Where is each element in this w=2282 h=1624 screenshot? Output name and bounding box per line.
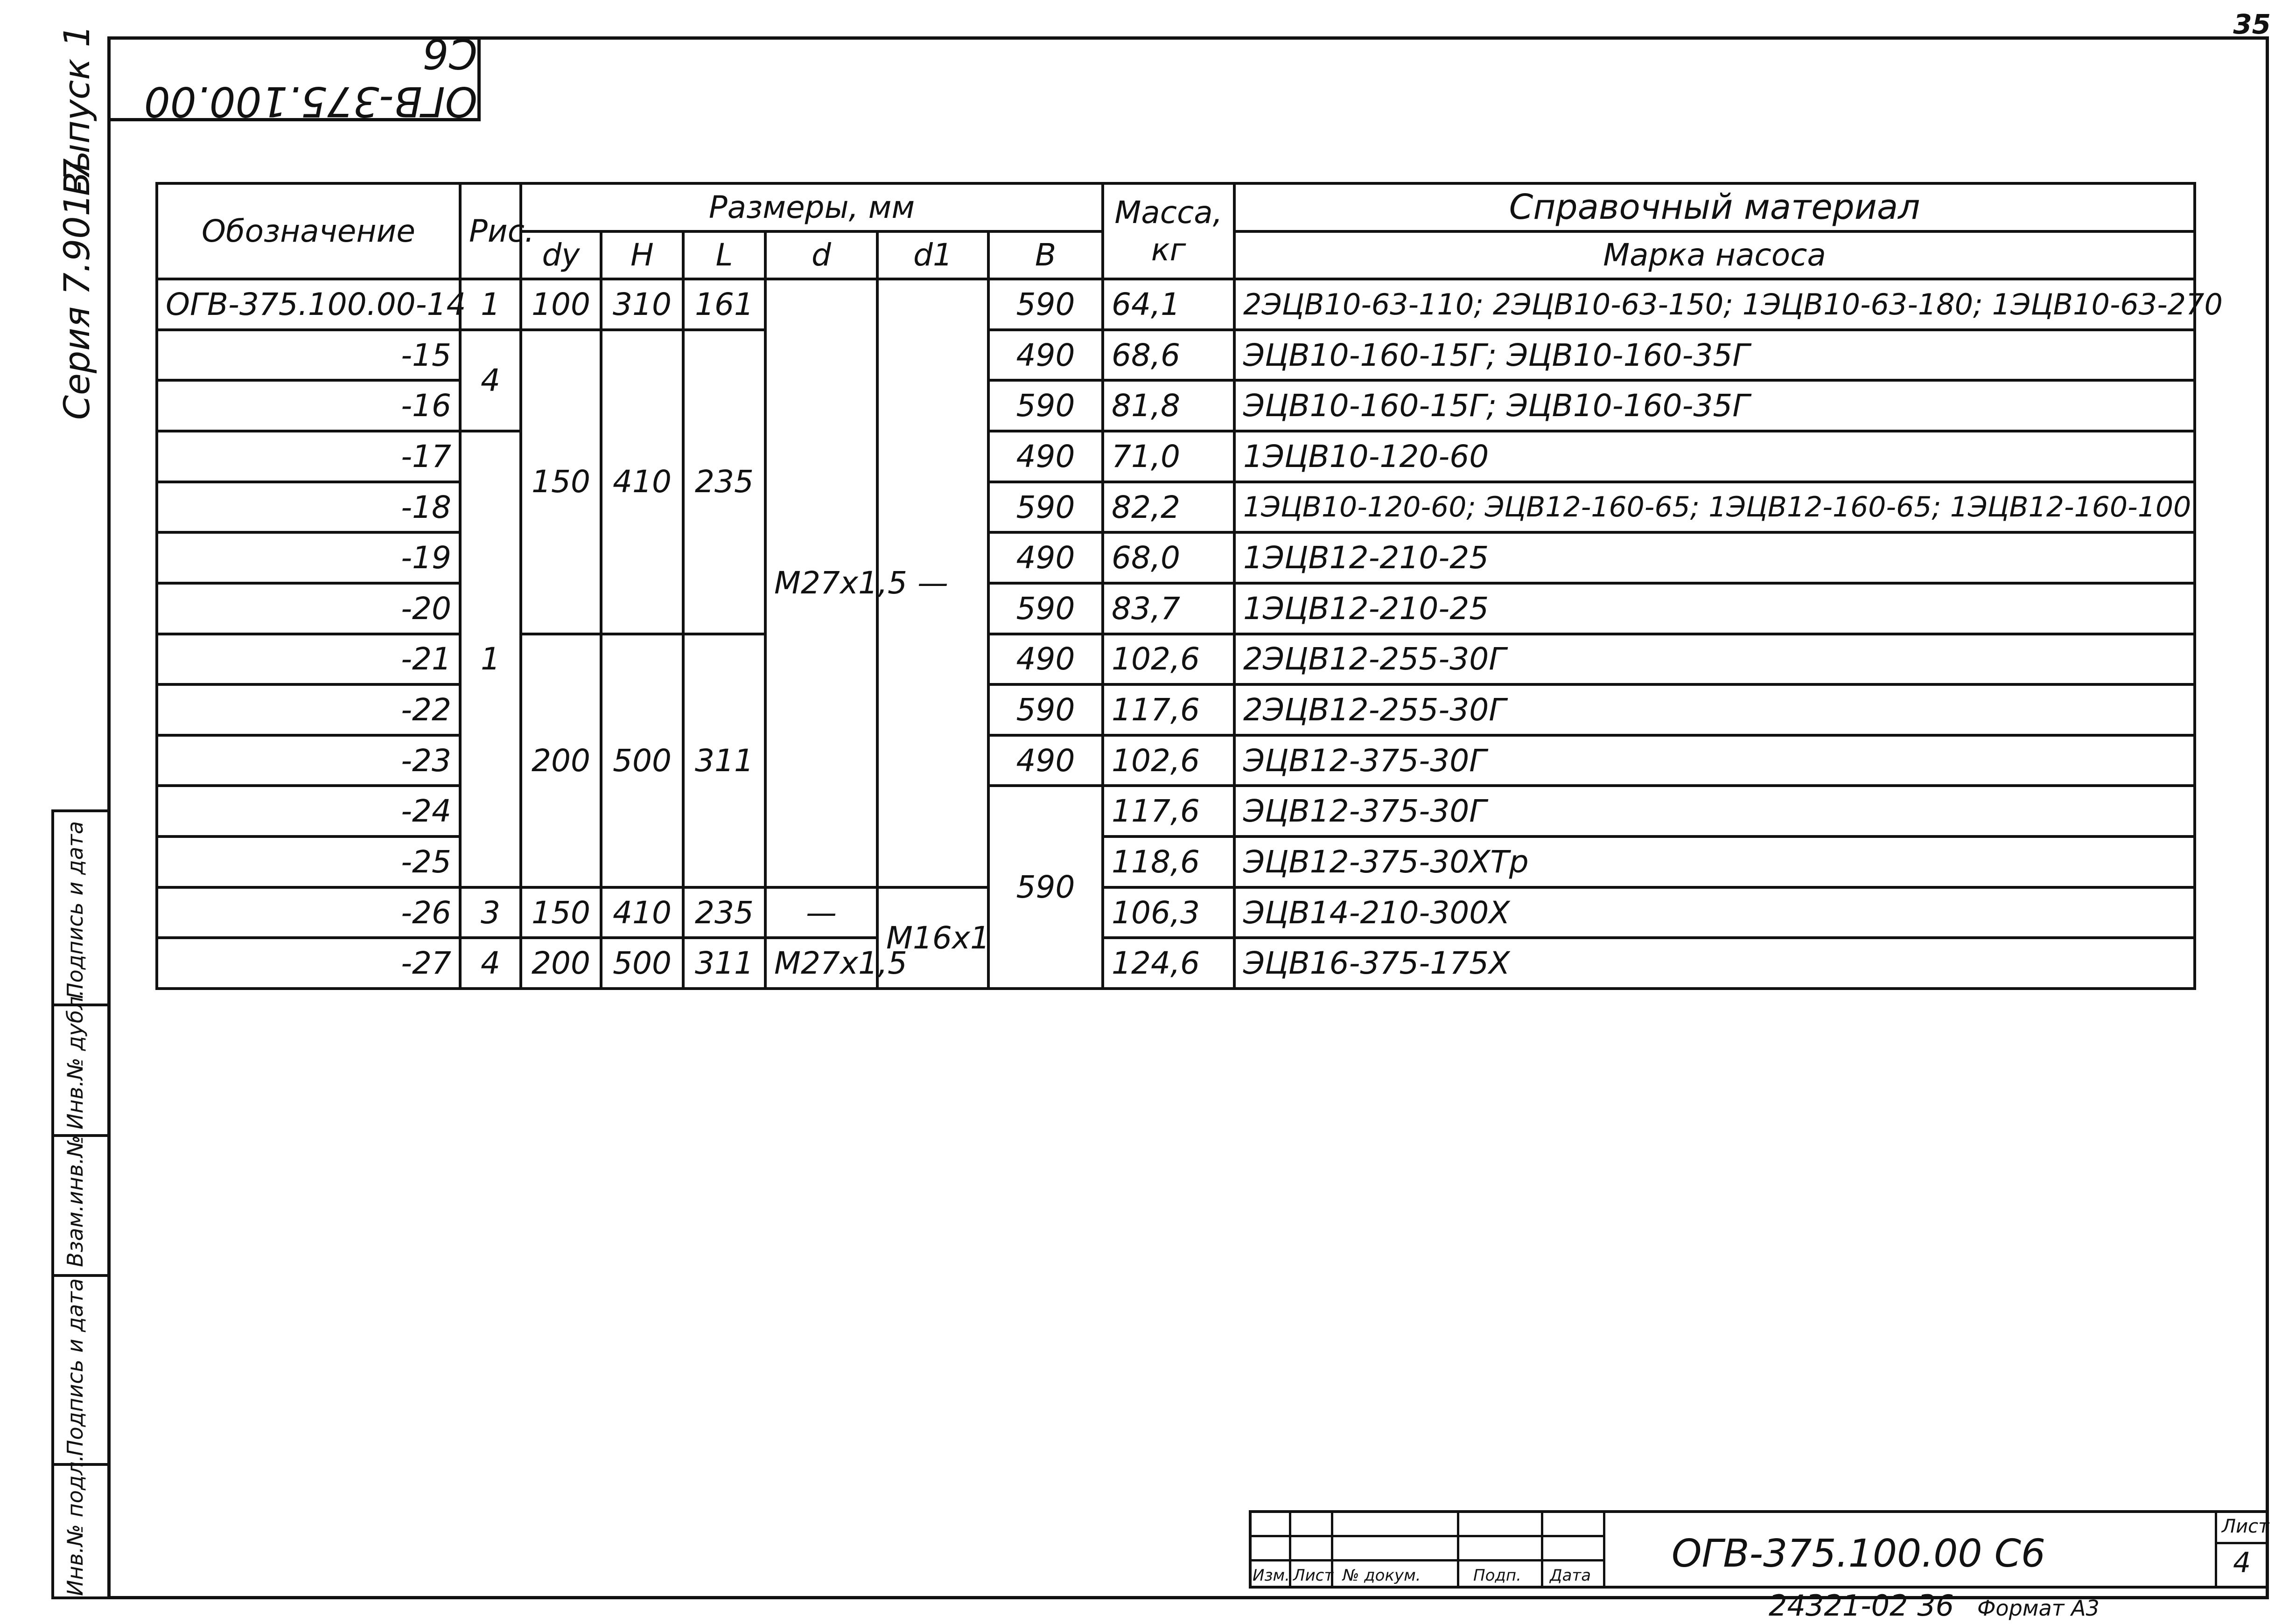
l-cell: 311: [683, 634, 765, 887]
dy-cell: 150: [521, 330, 601, 634]
row-designation: -27: [157, 938, 460, 989]
stamp-code: ОГВ-375.100.00 С6: [144, 29, 477, 125]
pump-cell: ЭЦВ12-375-30Г: [1234, 735, 2195, 786]
header-b: В: [988, 231, 1103, 279]
pump-cell: 2ЭЦВ12-255-30Г: [1234, 634, 2195, 685]
mass-cell: 82,2: [1103, 482, 1234, 533]
mass-cell: 106,3: [1103, 887, 1234, 938]
b-cell: 590: [988, 279, 1103, 330]
header-reference: Справочный материал: [1234, 183, 2195, 231]
pump-cell: ЭЦВ10-160-15Г; ЭЦВ10-160-35Г: [1234, 380, 2195, 431]
row-designation: -21: [157, 634, 460, 685]
header-designation: Обозначение: [157, 183, 460, 279]
spec-table: [155, 182, 2223, 990]
mass-cell: 68,6: [1103, 330, 1234, 381]
mass-cell: 68,0: [1103, 532, 1234, 583]
b-cell: 490: [988, 735, 1103, 786]
header-pump: Марка насоса: [1234, 231, 2195, 279]
l-cell: 311: [683, 938, 765, 989]
l-cell: 235: [683, 330, 765, 634]
pump-cell: 1ЭЦВ10-120-60; ЭЦВ12-160-65; 1ЭЦВ12-160-65; 1ЭЦВ12-160-100: [1234, 482, 2195, 533]
fig-cell: 4: [460, 938, 521, 989]
mass-cell: 117,6: [1103, 684, 1234, 735]
d1-cell: М16х1: [877, 887, 988, 989]
format-label: Формат А3: [1977, 1596, 2100, 1621]
side-label-sign-date-2: Подпись и дата: [63, 821, 88, 999]
tb-label-docnum: № докум.: [1343, 1566, 1421, 1585]
upside-down-stamp: [107, 29, 481, 125]
row-designation: -16: [157, 380, 460, 431]
b-cell: 490: [988, 634, 1103, 685]
pump-cell: 1ЭЦВ10-120-60: [1234, 431, 2195, 482]
row-designation: -20: [157, 583, 460, 634]
b-cell: 590: [988, 583, 1103, 634]
revision-grid: [1252, 1513, 1605, 1586]
fig-cell: 1: [460, 431, 521, 887]
d-cell: М27х1,5: [765, 938, 877, 989]
header-d1: d1: [877, 231, 988, 279]
pump-cell: ЭЦВ10-160-15Г; ЭЦВ10-160-35Г: [1234, 330, 2195, 381]
fig-cell: 1: [460, 279, 521, 330]
pump-cell: 2ЭЦВ10-63-110; 2ЭЦВ10-63-150; 1ЭЦВ10-63-180; 1ЭЦВ10-63-270: [1234, 279, 2195, 330]
h-cell: 500: [601, 634, 683, 887]
header-dimensions: Размеры, мм: [521, 183, 1103, 231]
row-designation: -26: [157, 887, 460, 938]
pump-cell: 2ЭЦВ12-255-30Г: [1234, 684, 2195, 735]
mass-cell: 102,6: [1103, 634, 1234, 685]
row-designation: -17: [157, 431, 460, 482]
side-label-inv-orig: Инв.№ подл.: [63, 1455, 88, 1596]
dy-cell: 200: [521, 634, 601, 887]
header-dy: dу: [521, 231, 601, 279]
b-cell: 590: [988, 380, 1103, 431]
mass-cell: 118,6: [1103, 836, 1234, 887]
row-designation: -15: [157, 330, 460, 381]
title-block: [1249, 1510, 2269, 1589]
series-label: Серия 7.901-7: [56, 158, 98, 420]
issue-label: Выпуск 1: [56, 24, 98, 196]
d-cell: М27х1,5: [765, 279, 877, 887]
dy-cell: 150: [521, 887, 601, 938]
dy-cell: 200: [521, 938, 601, 989]
row-designation: -22: [157, 684, 460, 735]
tb-label-date: Дата: [1550, 1566, 1591, 1585]
mass-cell: 124,6: [1103, 938, 1234, 989]
fig-cell: 3: [460, 887, 521, 938]
side-label-replace-inv: Взам.инв.№: [63, 1135, 88, 1267]
row-designation: ОГВ-375.100.00-14: [157, 279, 460, 330]
pump-cell: ЭЦВ14-210-300Х: [1234, 887, 2195, 938]
pump-cell: 1ЭЦВ12-210-25: [1234, 583, 2195, 634]
mass-cell: 117,6: [1103, 786, 1234, 836]
d1-cell: —: [877, 279, 988, 887]
pump-cell: ЭЦВ16-375-175Х: [1234, 938, 2195, 989]
l-cell: 161: [683, 279, 765, 330]
tb-label-sheet: Лист: [1293, 1566, 1334, 1585]
pump-cell: ЭЦВ12-375-30ХТр: [1234, 836, 2195, 887]
row-designation: -19: [157, 532, 460, 583]
side-signature-strip: [51, 809, 107, 1599]
h-cell: 410: [601, 887, 683, 938]
tb-label-sign: Подп.: [1473, 1566, 1521, 1585]
d-cell: —: [765, 887, 877, 938]
sheet-label: Лист: [2222, 1516, 2269, 1537]
sheet-number: 4: [2233, 1547, 2251, 1579]
row-designation: -24: [157, 786, 460, 836]
dy-cell: 100: [521, 279, 601, 330]
corner-sheet-number: 35: [2233, 8, 2271, 40]
b-cell: 490: [988, 431, 1103, 482]
mass-cell: 71,0: [1103, 431, 1234, 482]
h-cell: 500: [601, 938, 683, 989]
h-cell: 310: [601, 279, 683, 330]
h-cell: 410: [601, 330, 683, 634]
row-designation: -18: [157, 482, 460, 533]
mass-cell: 81,8: [1103, 380, 1234, 431]
mass-cell: 102,6: [1103, 735, 1234, 786]
b-cell: 590: [988, 684, 1103, 735]
b-cell: 490: [988, 330, 1103, 381]
header-mass: Масса, кг: [1103, 183, 1234, 279]
side-label-sign-date-1: Подпись и дата: [63, 1278, 88, 1456]
side-label-inv-dup: Инв.№ дубл.: [63, 989, 88, 1129]
header-d: d: [765, 231, 877, 279]
pump-cell: ЭЦВ12-375-30Г: [1234, 786, 2195, 836]
b-cell: 490: [988, 532, 1103, 583]
pump-cell: 1ЭЦВ12-210-25: [1234, 532, 2195, 583]
header-fig: Рис.: [460, 183, 521, 279]
bottom-code: 24321-02 36: [1769, 1589, 1954, 1623]
mass-cell: 64,1: [1103, 279, 1234, 330]
header-l: L: [683, 231, 765, 279]
row-designation: -25: [157, 836, 460, 887]
b-cell: 590: [988, 786, 1103, 989]
header-h: H: [601, 231, 683, 279]
title-block-document: ОГВ-375.100.00 С6: [1672, 1532, 2046, 1576]
mass-cell: 83,7: [1103, 583, 1234, 634]
b-cell: 590: [988, 482, 1103, 533]
title-block-sheet: [2215, 1513, 2269, 1586]
bottom-code-line: [1769, 1589, 2100, 1623]
tb-label-change: Изм.: [1253, 1566, 1290, 1585]
l-cell: 235: [683, 887, 765, 938]
row-designation: -23: [157, 735, 460, 786]
fig-cell: 4: [460, 330, 521, 431]
